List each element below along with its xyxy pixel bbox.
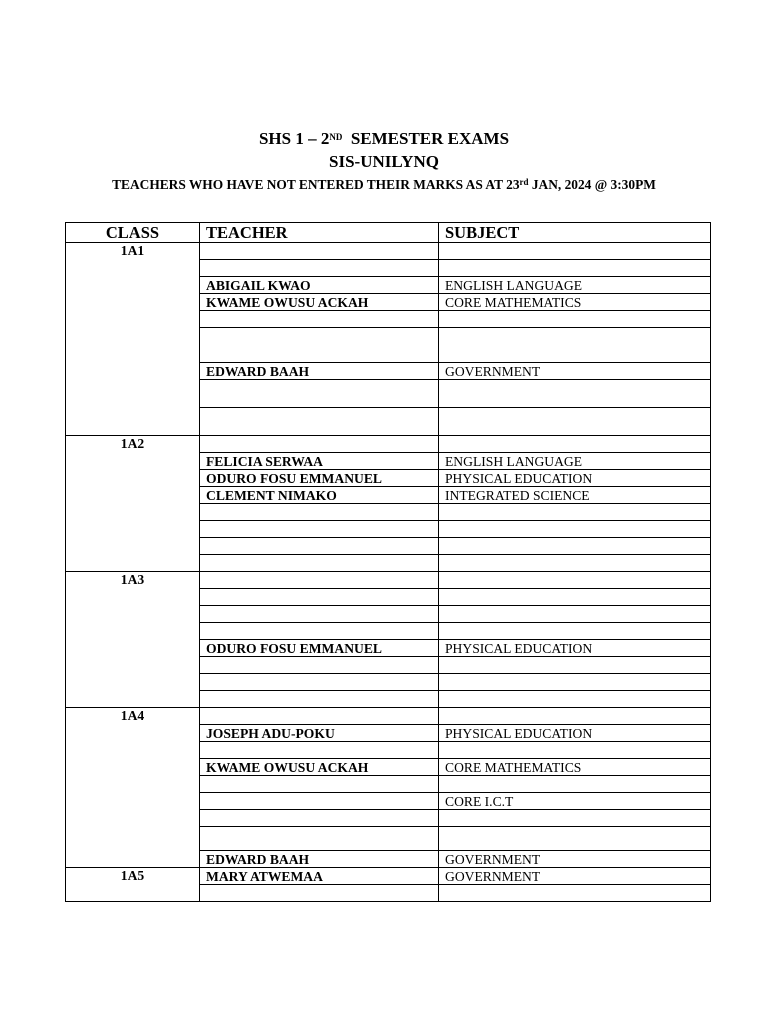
teacher-cell: CLEMENT NIMAKO [200,487,439,504]
subject-cell [439,589,711,606]
class-cell: 1A2 [66,436,200,572]
teacher-cell: ABIGAIL KWAO [200,277,439,294]
teacher-cell [200,572,439,589]
subject-cell [439,243,711,260]
class-cell: 1A1 [66,243,200,436]
table-header-row [66,223,711,243]
teacher-cell: ODURO FOSU EMMANUEL [200,640,439,657]
teacher-cell [200,708,439,725]
subject-cell: CORE I.C.T [439,793,711,810]
subject-cell: CORE MATHEMATICS [439,294,711,311]
subject-cell [439,380,711,408]
subject-cell: PHYSICAL EDUCATION [439,640,711,657]
subject-cell: ENGLISH LANGUAGE [439,277,711,294]
class-cell: 1A5 [66,868,200,902]
teacher-cell [200,521,439,538]
teacher-cell: KWAME OWUSU ACKAH [200,294,439,311]
class-cell: 1A4 [66,708,200,868]
column-header-class: CLASS [66,223,200,243]
notice-text: TEACHERS WHO HAVE NOT ENTERED THEIR MARKS AS AT 23rd JAN, 2024 @ 3:30PM [112,177,656,192]
subject-cell: ENGLISH LANGUAGE [439,453,711,470]
teacher-cell [200,776,439,793]
teacher-cell [200,243,439,260]
subject-cell [439,311,711,328]
subject-cell [439,810,711,827]
subject-cell: GOVERNMENT [439,363,711,380]
subject-cell [439,572,711,589]
subject-cell [439,408,711,436]
teacher-cell [200,538,439,555]
subject-cell [439,260,711,277]
teacher-cell [200,674,439,691]
marks-table [65,222,711,902]
teacher-cell [200,589,439,606]
class-cell: 1A3 [66,572,200,708]
teacher-cell [200,827,439,851]
column-header-subject: SUBJECT [439,223,711,243]
teacher-cell [200,657,439,674]
column-header-teacher: TEACHER [200,223,439,243]
teacher-cell [200,504,439,521]
table-row [66,868,711,885]
subject-cell [439,606,711,623]
teacher-cell [200,606,439,623]
system-name: SIS-UNILYNQ [329,152,439,171]
subject-cell [439,328,711,363]
teacher-cell: KWAME OWUSU ACKAH [200,759,439,776]
subject-cell [439,742,711,759]
teacher-cell [200,408,439,436]
subject-cell [439,827,711,851]
subject-cell [439,436,711,453]
teacher-cell [200,810,439,827]
subject-cell [439,776,711,793]
teacher-cell [200,436,439,453]
subject-cell [439,657,711,674]
subject-cell: GOVERNMENT [439,868,711,885]
teacher-cell: EDWARD BAAH [200,363,439,380]
subject-cell [439,555,711,572]
table-row [66,243,711,260]
subject-cell: PHYSICAL EDUCATION [439,725,711,742]
teacher-cell [200,623,439,640]
subject-cell [439,504,711,521]
table-row [66,572,711,589]
teacher-cell [200,691,439,708]
document-header [0,128,768,193]
teacher-cell [200,260,439,277]
subject-cell: INTEGRATED SCIENCE [439,487,711,504]
teacher-cell [200,793,439,810]
teacher-cell: EDWARD BAAH [200,851,439,868]
exam-title: SHS 1 – 2ND SEMESTER EXAMS [258,129,510,148]
table-body [66,243,711,902]
subject-cell [439,538,711,555]
table-row [66,708,711,725]
teacher-cell: JOSEPH ADU-POKU [200,725,439,742]
table-row [66,436,711,453]
teacher-cell [200,328,439,363]
teacher-cell [200,380,439,408]
teacher-cell [200,311,439,328]
subject-cell [439,885,711,902]
subject-cell: PHYSICAL EDUCATION [439,470,711,487]
subject-cell: CORE MATHEMATICS [439,759,711,776]
subject-cell [439,708,711,725]
subject-cell [439,623,711,640]
teacher-cell: MARY ATWEMAA [200,868,439,885]
subject-cell [439,674,711,691]
subject-cell [439,521,711,538]
teacher-cell: FELICIA SERWAA [200,453,439,470]
teacher-cell: ODURO FOSU EMMANUEL [200,470,439,487]
subject-cell [439,691,711,708]
teacher-cell [200,555,439,572]
teacher-cell [200,885,439,902]
teacher-cell [200,742,439,759]
subject-cell: GOVERNMENT [439,851,711,868]
